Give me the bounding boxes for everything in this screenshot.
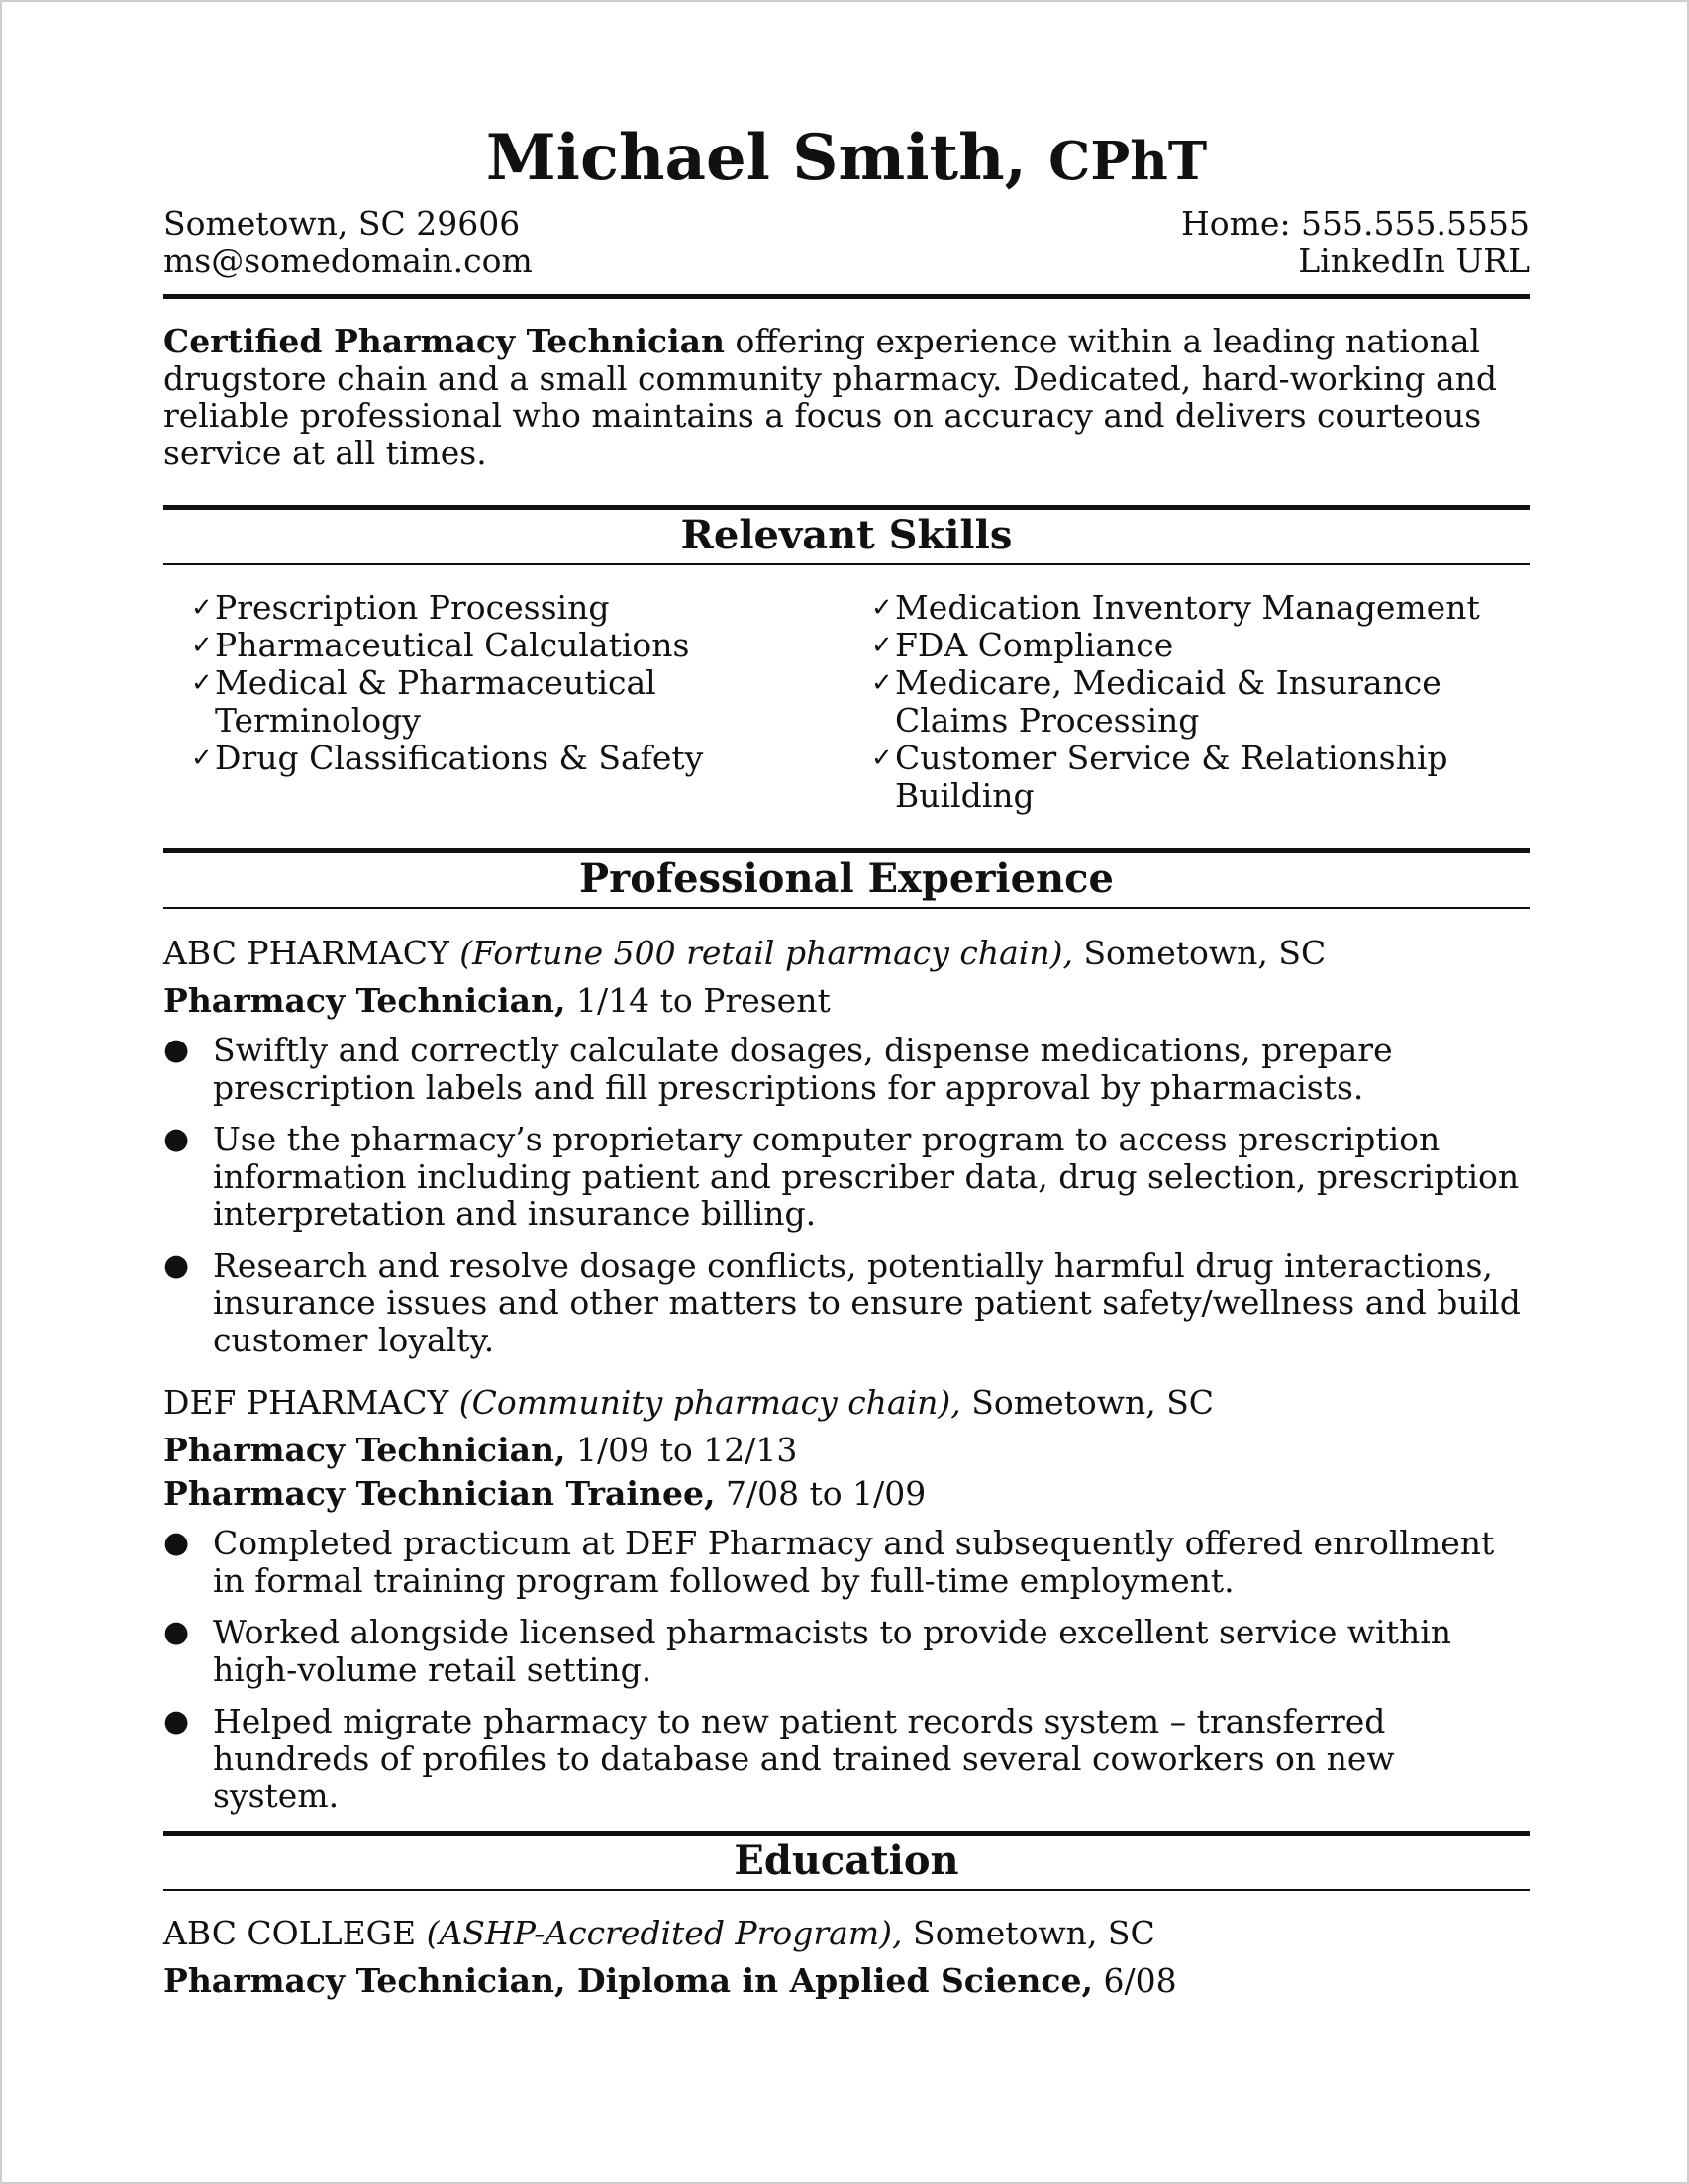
checkmark-icon: ✓ [871, 744, 893, 773]
bullet-item: ● Worked alongside licensed pharmacists to provide excellent service within high-volume retail setting. [163, 1613, 1452, 1689]
checkmark-icon: ✓ [191, 744, 213, 773]
checkmark-icon: ✓ [871, 668, 893, 698]
bullet-item: ● Swiftly and correctly calculate dosages, dispense medications, prepare prescription labels and fill prescriptions for approval by pharmacists. [163, 1031, 1393, 1107]
skills-section [163, 505, 1530, 815]
skill-item: ✓ Medicare, Medicaid & Insurance Claims Processing [844, 664, 1527, 740]
resume-content [163, 119, 1530, 2000]
skills-right-column [844, 589, 1527, 815]
bullet-icon: ● [163, 1122, 190, 1156]
checkmark-icon: ✓ [191, 668, 213, 698]
job-role: Pharmacy Technician, 1/09 to 12/13 [163, 1431, 798, 1469]
contact-info [163, 205, 1530, 280]
skills-heading: Relevant Skills [163, 505, 1530, 565]
checkmark-icon: ✓ [871, 631, 893, 660]
checkmark-icon: ✓ [871, 593, 893, 623]
school-line: ABC COLLEGE (ASHP-Accredited Program), Sometown, SC [163, 1913, 1155, 1952]
job-header: DEF PHARMACY (Community pharmacy chain), Sometown, SC [163, 1383, 1215, 1422]
skill-item: ✓ Medication Inventory Management [844, 589, 1527, 627]
email-text: ms@somedomain.com [163, 242, 533, 280]
skills-left-column [163, 589, 846, 815]
bullet-icon: ● [163, 1526, 190, 1560]
bullet-item: ● Use the pharmacy’s proprietary computer program to access prescription information including patient and prescriber data, drug selection, prescription interpretation and insurance billing. [163, 1120, 1520, 1233]
credential-text: CPhT [1048, 131, 1208, 192]
bullet-icon: ● [163, 1615, 190, 1649]
bullet-icon: ● [163, 1033, 190, 1067]
education-section [163, 1831, 1530, 2000]
experience-heading: Professional Experience [163, 848, 1530, 909]
skill-item: ✓ Medical & Pharmaceutical Terminology [163, 664, 846, 740]
bullet-item: ● Completed practicum at DEF Pharmacy and subsequently offered enrollment in formal training program followed by full-time employment. [163, 1524, 1495, 1600]
checkmark-icon: ✓ [191, 593, 213, 623]
bullet-item: ● Helped migrate pharmacy to new patient records system – transferred hundreds of profiles to database and trained several coworkers on new system. [163, 1702, 1395, 1815]
summary-lead: Certified Pharmacy Technician [163, 322, 725, 360]
education-heading: Education [163, 1831, 1530, 1891]
degree-line: Pharmacy Technician, Diploma in Applied Science, 6/08 [163, 1960, 1177, 2000]
job-header: ABC PHARMACY (Fortune 500 retail pharmacy chain), Sometown, SC [163, 934, 1327, 972]
bullet-icon: ● [163, 1704, 190, 1738]
job-bullets [163, 1525, 1530, 1815]
address-text: Sometown, SC 29606 [163, 204, 521, 243]
bullet-icon: ● [163, 1247, 190, 1283]
skill-item: ✓ Drug Classifications & Safety [163, 740, 846, 777]
skills-columns [163, 589, 1530, 815]
checkmark-icon: ✓ [191, 631, 213, 660]
summary-text: offering experience within a leading national drugstore chain and a small community pharmacy. Dedicated, hard-working and reliable professional who maintains a focus on accuracy and delivers courteous service at all times. [163, 322, 1498, 472]
name-text: Michael Smith, [485, 121, 1027, 195]
summary-paragraph [163, 323, 1530, 471]
experience-section [163, 848, 1530, 1815]
linkedin-text: LinkedIn URL [1298, 242, 1530, 280]
skill-item: ✓ Pharmaceutical Calculations [163, 627, 846, 664]
job-bullets [163, 1032, 1530, 1358]
skill-item: ✓ Customer Service & Relationship Building [844, 740, 1527, 815]
skill-item: ✓ Prescription Processing [163, 589, 846, 627]
job-role: Pharmacy Technician, 1/14 to Present [163, 981, 831, 1020]
bullet-item: ● Research and resolve dosage conflicts, potentially harmful drug interactions, insurance issues and other matters to ensure patient safety/wellness and build customer loyalty. [163, 1245, 1521, 1359]
phone-text: Home: 555.555.5555 [1180, 204, 1530, 243]
candidate-name [163, 119, 1530, 201]
skill-item: ✓ FDA Compliance [844, 627, 1527, 664]
header-divider [163, 294, 1530, 299]
job-role: Pharmacy Technician Trainee, 7/08 to 1/09 [163, 1474, 927, 1513]
